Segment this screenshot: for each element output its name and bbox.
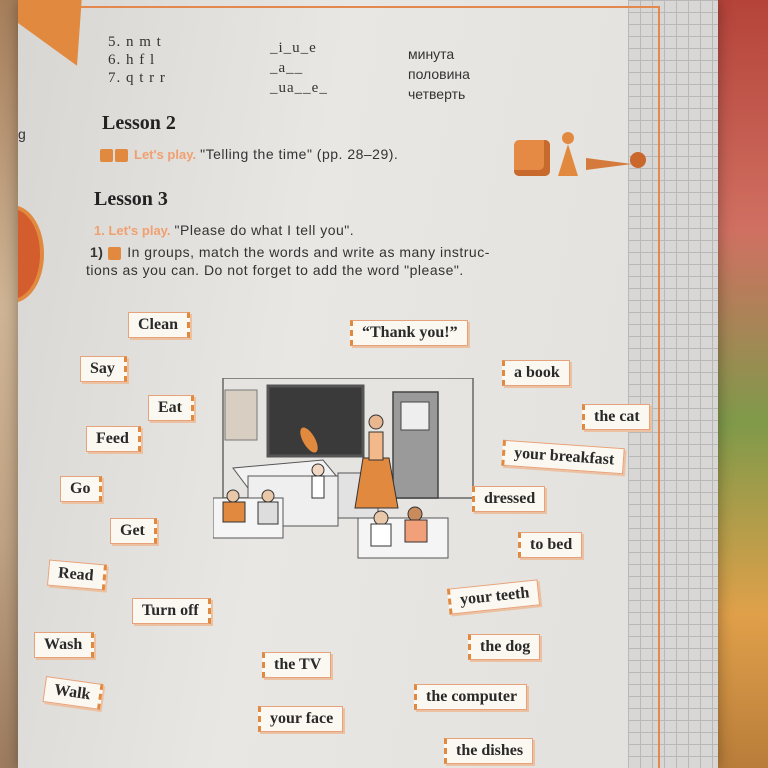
exercise-line-6: 6. h f l xyxy=(108,52,156,68)
russian-word-5: минута xyxy=(408,46,455,62)
lesson-3-title: Lesson 3 xyxy=(94,188,168,210)
classroom-illustration xyxy=(213,378,483,573)
side-letter: g xyxy=(18,126,26,142)
verb-card-get[interactable]: Get xyxy=(110,518,157,544)
russian-word-6: половина xyxy=(408,66,470,82)
lets-play-label: Let's play. xyxy=(134,147,197,162)
russian-word-7: четверть xyxy=(408,86,466,102)
lesson-2-title: Lesson 2 xyxy=(102,112,176,134)
dice-icon xyxy=(514,140,550,176)
group-icon xyxy=(100,149,113,162)
group-icon-2 xyxy=(108,247,121,260)
lesson-2-line xyxy=(100,146,398,164)
frame-line-top xyxy=(78,6,658,8)
verb-card-clean[interactable]: Clean xyxy=(128,312,190,338)
object-card-the-cat[interactable]: the cat xyxy=(582,404,650,430)
object-card-your-face[interactable]: your face xyxy=(258,706,343,732)
corner-triangle xyxy=(18,0,122,87)
verb-card-eat[interactable]: Eat xyxy=(148,395,194,421)
object-card-your-breakfast[interactable]: your breakfast xyxy=(501,440,625,474)
lesson-2-text: "Telling the time" (pp. 28–29). xyxy=(200,146,399,162)
frame-line-right xyxy=(658,6,660,768)
margin-grid xyxy=(628,0,718,768)
instruction-text-1: In groups, match the words and write as many instruc- xyxy=(127,244,490,260)
verb-card-say[interactable]: Say xyxy=(80,356,127,382)
lets-play-label-2: 1. Let's play. xyxy=(94,223,171,238)
object-card-a-book[interactable]: a book xyxy=(502,360,570,386)
verb-card-go[interactable]: Go xyxy=(60,476,102,502)
lesson-3-line xyxy=(94,222,354,240)
object-card-the-computer[interactable]: the computer xyxy=(414,684,527,710)
verb-card-read[interactable]: Read xyxy=(47,560,107,591)
side-circle-decoration xyxy=(18,205,44,303)
pattern-7: _ua__e_ xyxy=(270,80,328,96)
object-card-to-bed[interactable]: to bed xyxy=(518,532,582,558)
verb-card-wash[interactable]: Wash xyxy=(34,632,94,658)
object-card-thank-you[interactable]: “Thank you!” xyxy=(350,320,468,346)
object-card-dressed[interactable]: dressed xyxy=(472,486,545,512)
object-card-the-dog[interactable]: the dog xyxy=(468,634,540,660)
exercise-line-5: 5. n m t xyxy=(108,34,162,50)
lesson-3-text: "Please do what I tell you". xyxy=(174,222,355,238)
textbook-page xyxy=(18,0,718,768)
pawn-icon xyxy=(558,132,578,178)
verb-card-feed[interactable]: Feed xyxy=(86,426,141,452)
object-card-the-dishes[interactable]: the dishes xyxy=(444,738,533,764)
pattern-6: _a__ xyxy=(270,60,304,76)
verb-card-turn-off[interactable]: Turn off xyxy=(132,598,211,624)
pair-icon xyxy=(115,149,128,162)
fallen-pawn-icon xyxy=(586,152,646,174)
pattern-5: _i_u_e xyxy=(270,40,317,56)
instruction-line-2: tions as you can. Do not forget to add the word "please". xyxy=(86,262,464,278)
object-card-your-teeth[interactable]: your teeth xyxy=(447,579,541,614)
instruction-number: 1) xyxy=(90,244,104,260)
exercise-line-7: 7. q t r r xyxy=(108,70,166,86)
verb-card-walk[interactable]: Walk xyxy=(42,676,104,710)
object-card-the-tv[interactable]: the TV xyxy=(262,652,331,678)
instruction-line-1 xyxy=(90,244,490,260)
